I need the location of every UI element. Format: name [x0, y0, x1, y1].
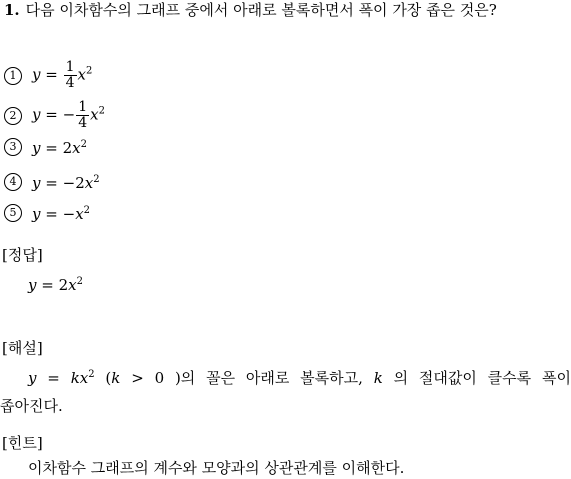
- question-text: 다음 이차함수의 그래프 중에서 아래로 볼록하면서 폭이 가장 좁은 것은?: [25, 1, 497, 19]
- explanation-text: [0, 361, 571, 420]
- option-formula: $y = -2x^2$: [32, 174, 100, 192]
- question-number: 1.: [4, 1, 20, 19]
- option-marker: 4: [4, 173, 22, 191]
- option-marker: 1: [4, 67, 22, 85]
- option-formula: $y = -x^2$: [32, 205, 91, 223]
- hint-text: 이차함수 그래프의 계수와 모양과의 상관관계를 이해한다.: [28, 459, 405, 477]
- option-formula: y = $\frac{1}{4}$ $x^2$: [32, 59, 93, 91]
- hint-heading: [힌트]: [2, 434, 43, 452]
- explanation-heading: [해설]: [2, 339, 43, 357]
- option-4[interactable]: [4, 170, 100, 193]
- option-1[interactable]: [4, 60, 92, 91]
- option-marker: 2: [4, 107, 22, 125]
- option-marker: 3: [4, 138, 22, 156]
- option-formula: $y = 2x^2$: [32, 139, 88, 157]
- explanation-line-2: 좁아진다.: [0, 397, 63, 415]
- answer-formula: $y = 2x^2$: [28, 276, 84, 294]
- option-2[interactable]: [4, 100, 105, 131]
- option-formula: y = − $\frac{1}{4}$ $x^2$: [32, 99, 105, 131]
- question: [4, 0, 497, 20]
- explanation-line-1: $y = kx^2$ (k > 0 )의 꼴은 아래로 볼록하고, k 의 절대값이 클수록 폭이: [28, 369, 571, 387]
- option-marker: 5: [4, 204, 22, 222]
- option-3[interactable]: [4, 135, 87, 158]
- option-5[interactable]: [4, 201, 90, 224]
- answer-heading: [정답]: [2, 246, 43, 264]
